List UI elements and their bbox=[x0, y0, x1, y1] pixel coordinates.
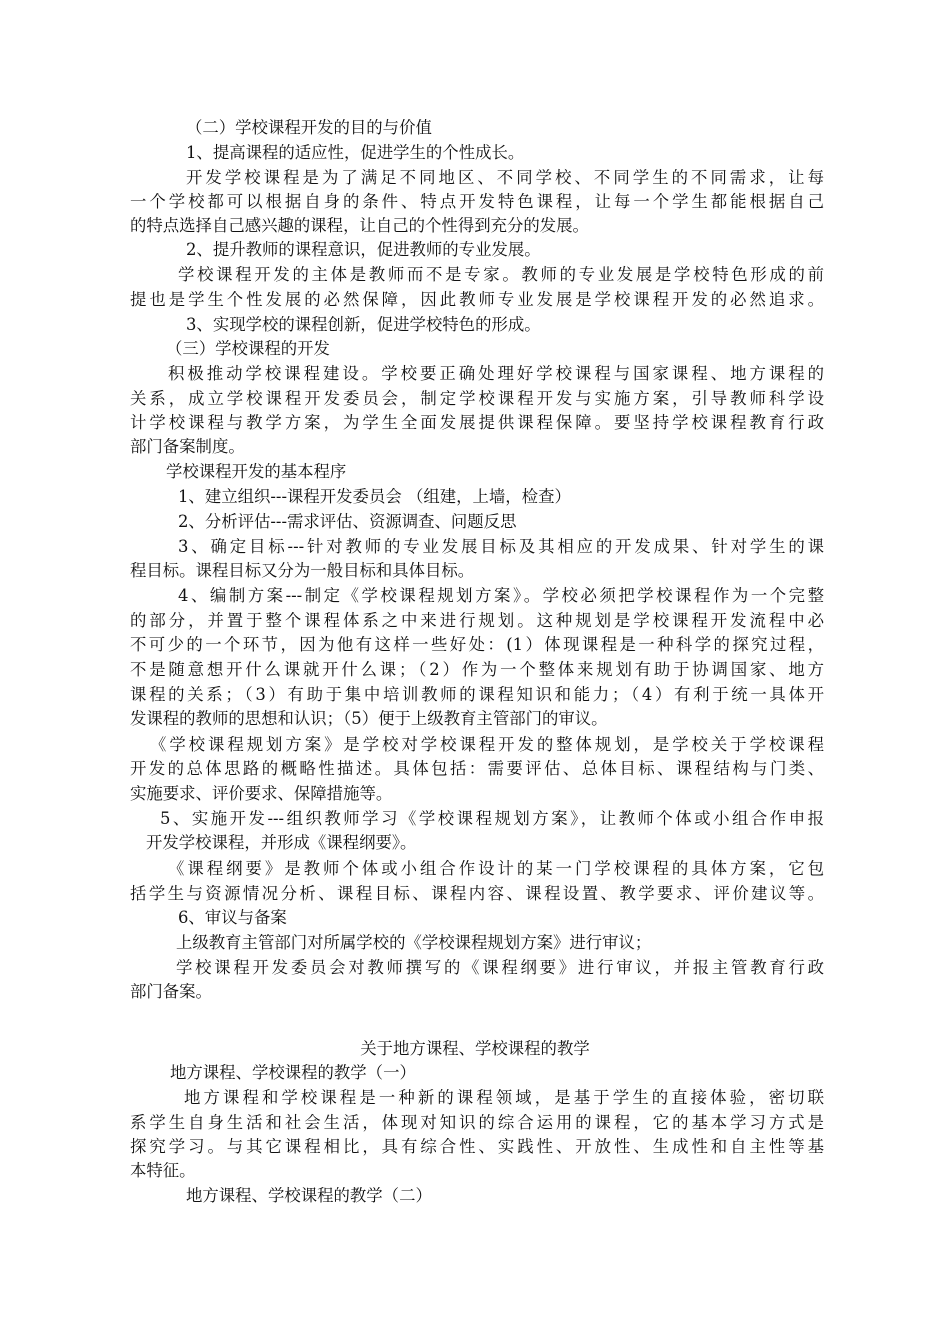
paragraph-line: 实施要求、评价要求、保障措施等。 bbox=[130, 784, 393, 803]
paragraph-line: 本特征。 bbox=[130, 1161, 196, 1180]
paragraph-line: 一个学校都可以根据自身的条件、特点开发特色课程，让每一个学生都能根据自己 bbox=[130, 192, 824, 211]
numbered-point: 1、提高课程的适应性，促进学生的个性成长。 bbox=[186, 143, 525, 162]
numbered-point: 6、审议与备案 bbox=[178, 908, 287, 927]
paragraph-line: 积极推动学校课程建设。学校要正确处理好学校课程与国家课程、地方课程的 bbox=[168, 364, 824, 383]
paragraph-line: 关系，成立学校课程开发委员会，制定学校课程开发与实施方案，引导教师科学设 bbox=[130, 389, 824, 408]
paragraph-line: 地方课程和学校课程是一种新的课程领域，是基于学生的直接体验，密切联 bbox=[184, 1088, 824, 1107]
paragraph-line: 不可少的一个环节，因为他有这样一些好处：(1）体现课程是一种科学的探究过程， bbox=[130, 635, 824, 654]
subheading: 地方课程、学校课程的教学（一） bbox=[170, 1063, 416, 1082]
paragraph-line: 不是随意想开什么课就开什么课；（2）作为一个整体来规划有助于协调国家、地方 bbox=[130, 660, 824, 679]
paragraph-line: 课程的关系；（3）有助于集中培训教师的课程知识和能力；（4）有利于统一具体开 bbox=[130, 685, 824, 704]
paragraph-line: 系学生自身生活和社会生活，体现对知识的综合运用的课程，它的基本学习方式是 bbox=[130, 1113, 824, 1132]
numbered-point: 1、建立组织---课程开发委员会 （组建，上墙，检查） bbox=[178, 487, 571, 506]
paragraph-line: 开发的总体思路的概略性描述。具体包括：需要评估、总体目标、课程结构与门类、 bbox=[130, 759, 824, 778]
numbered-point: 4、编制方案---制定《学校课程规划方案》。学校必须把学校课程作为一个完整 bbox=[178, 586, 824, 605]
paragraph-line: 的部分，并置于整个课程体系之中来进行规划。这种规划是学校课程开发流程中必 bbox=[130, 611, 824, 630]
paragraph-line: 提也是学生个性发展的必然保障，因此教师专业发展是学校课程开发的必然追求。 bbox=[130, 290, 824, 309]
numbered-point: 2、分析评估---需求评估、资源调查、问题反思 bbox=[178, 512, 517, 531]
paragraph-line: 《学校课程规划方案》是学校对学校课程开发的整体规划，是学校关于学校课程 bbox=[150, 735, 824, 754]
paragraph-line: 探究学习。与其它课程相比，具有综合性、实践性、开放性、生成性和自主性等基 bbox=[130, 1137, 824, 1156]
paragraph-line: 上级教育主管部门对所属学校的《学校课程规划方案》进行审议； bbox=[176, 933, 652, 952]
paragraph-line: 部门备案。 bbox=[130, 982, 212, 1001]
paragraph-line: 学校课程开发委员会对教师撰写的《课程纲要》进行审议，并报主管教育行政 bbox=[176, 958, 824, 977]
numbered-point: 3、确定目标---针对教师的专业发展目标及其相应的开发成果、针对学生的课 bbox=[178, 537, 824, 556]
paragraph-line: 括学生与资源情况分析、课程目标、课程内容、课程设置、教学要求、评价建议等。 bbox=[130, 884, 824, 903]
paragraph-line: 计学校课程与教学方案，为学生全面发展提供课程保障。要坚持学校课程教育行政 bbox=[130, 413, 824, 432]
paragraph-line: 程目标。课程目标又分为一般目标和具体目标。 bbox=[130, 561, 475, 580]
numbered-point: 5、实施开发---组织教师学习《学校课程规划方案》，让教师个体或小组合作申报 bbox=[160, 809, 824, 828]
section-heading: （三）学校课程的开发 bbox=[166, 339, 330, 358]
numbered-point: 2、提升教师的课程意识，促进教师的专业发展。 bbox=[186, 240, 541, 259]
paragraph-line: 《课程纲要》是教师个体或小组合作设计的某一门学校课程的具体方案，它包 bbox=[168, 859, 824, 878]
section-heading: （二）学校课程开发的目的与价值 bbox=[186, 118, 432, 137]
paragraph-line: 开发学校课程是为了满足不同地区、不同学校、不同学生的不同需求，让每 bbox=[186, 168, 824, 187]
paragraph-line: 开发学校课程，并形成《课程纲要》。 bbox=[146, 833, 417, 852]
paragraph-line: 学校课程开发的主体是教师而不是专家。教师的专业发展是学校特色形成的前 bbox=[178, 265, 824, 284]
subheading: 地方课程、学校课程的教学（二） bbox=[186, 1186, 432, 1205]
paragraph-line: 部门备案制度。 bbox=[130, 437, 245, 456]
section-title: 关于地方课程、学校课程的教学 bbox=[360, 1039, 590, 1058]
paragraph-line: 发课程的教师的思想和认识；（5）便于上级教育主管部门的审议。 bbox=[130, 709, 608, 728]
paragraph-line: 的特点选择自己感兴趣的课程，让自己的个性得到充分的发展。 bbox=[130, 216, 589, 235]
subheading: 学校课程开发的基本程序 bbox=[166, 462, 347, 481]
numbered-point: 3、实现学校的课程创新，促进学校特色的形成。 bbox=[186, 315, 541, 334]
